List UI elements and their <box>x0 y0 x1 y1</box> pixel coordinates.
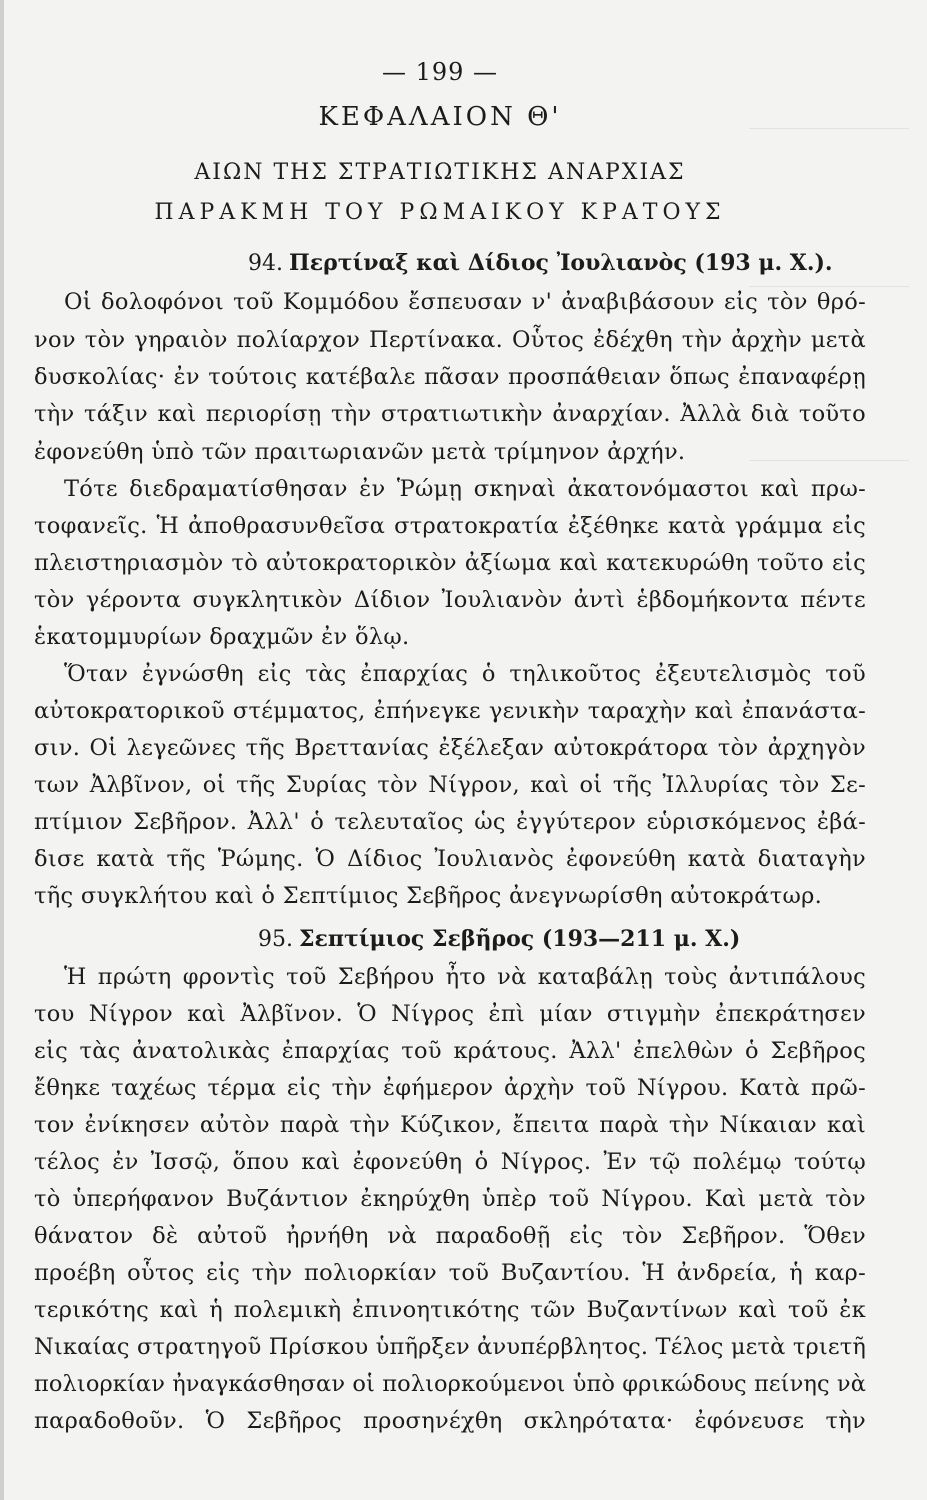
text-line: τέλος ἐν Ἰσσῷ, ὅπου καὶ ἐφονεύθη ὁ Νίγρος. Ἐν τῷ πολέμῳ τούτῳ <box>34 1149 866 1175</box>
text-line: τερικότης καὶ ἡ πολεμικὴ ἐπινοητικότης τῶν Βυζαντίνων καὶ τοῦ ἐκ <box>34 1297 866 1323</box>
text-line: θάνατον δὲ αὐτοῦ ἠρνήθη νὰ παραδοθῇ εἰς τὸν Σεβῆρον. Ὅθεν <box>34 1223 866 1249</box>
text-line: σιν. Οἱ λεγεῶνες τῆς Βρεττανίας ἐξέλεξαν αὐτοκράτορα τὸν ἀρχηγὸν <box>34 735 866 761</box>
chapter-subtitle-1: ΑΙΩΝ ΤΗΣ ΣΤΡΑΤΙΩΤΙΚΗΣ ΑΝΑΡΧΙΑΣ <box>194 160 686 185</box>
text-line: πλειστηριασμὸν τὸ αὐτοκρατορικὸν ἀξίωμα καὶ κατεκυρώθη τοῦτο εἰς <box>34 550 866 576</box>
section-title: Περτίναξ καὶ Δίδιος Ἰουλιανὸς (193 μ. Χ.). <box>289 250 833 276</box>
text-line: νον τὸν γηραιὸν πολίαρχον Περτίνακα. Οὗτος ἐδέχθη τὴν ἀρχὴν μετὰ <box>34 327 866 353</box>
text-line: των Ἀλβῖνον, οἱ τῆς Συρίας τὸν Νίγρον, καὶ οἱ τῆς Ἰλλυρίας τὸν Σε- <box>34 772 866 798</box>
text-line: ἐφονεύθη ὑπὸ τῶν πραιτωριανῶν μετὰ τρίμηνον ἀρχήν. <box>34 439 686 465</box>
text-line: αὐτοκρατορικοῦ στέμματος, ἐπήνεγκε γενικὴν ταραχὴν καὶ ἐπανάστα- <box>34 698 866 724</box>
page-number: — 199 — <box>381 58 499 86</box>
bleed-through-text <box>749 460 909 461</box>
text-line: τὸ ὑπερήφανον Βυζάντιον ἐκηρύχθη ὑπὲρ τοῦ Νίγρου. Καὶ μετὰ τὸν <box>34 1186 866 1212</box>
text-line: Τότε διεδραματίσθησαν ἐν Ῥώμῃ σκηναὶ ἀκατονόμαστοι καὶ πρω- <box>64 476 866 502</box>
text-line: δυσκολίας· ἐν τούτοις κατέβαλε πᾶσαν προσπάθειαν ὅπως ἐπαναφέρῃ <box>34 364 866 390</box>
text-line: προέβη οὗτος εἰς τὴν πολιορκίαν τοῦ Βυζαντίου. Ἡ ἀνδρεία, ἡ καρ- <box>34 1260 866 1286</box>
text-line: τον ἐνίκησεν αὐτὸν παρὰ τὴν Κύζικον, ἔπειτα παρὰ τὴν Νίκαιαν καὶ <box>34 1112 866 1138</box>
chapter-subtitle-2: ΠΑΡΑΚΜΗ ΤΟΥ ΡΩΜΑΙΚΟΥ ΚΡΑΤΟΥΣ <box>154 200 726 225</box>
text-line: Ἡ πρώτη φροντὶς τοῦ Σεβήρου ἦτο νὰ καταβάλῃ τοὺς ἀντιπάλους <box>64 964 866 990</box>
text-line: παραδοθοῦν. Ὁ Σεβῆρος προσηνέχθη σκληρότατα· ἐφόνευσε τὴν <box>34 1408 866 1434</box>
text-line: τὸν γέροντα συγκλητικὸν Δίδιον Ἰουλιανὸν ἀντὶ ἑβδομήκοντα πέντε <box>34 587 866 613</box>
text-line: πολιορκίαν ἠναγκάσθησαν οἱ πολιορκούμενοι ὑπὸ φρικώδους πείνης νὰ <box>34 1371 866 1397</box>
section-number: 94. <box>248 251 283 276</box>
text-line: ἔθηκε ταχέως τέρμα εἰς τὴν ἐφήμερον ἀρχὴν τοῦ Νίγρου. Κατὰ πρῶ- <box>34 1075 866 1101</box>
text-line: πτίμιον Σεβῆρον. Ἀλλ' ὁ τελευταῖος ὡς ἐγγύτερον εὑρισκόμενος ἐβά- <box>34 809 866 835</box>
section-title: Σεπτίμιος Σεβῆρος (193—211 μ. Χ.) <box>299 926 741 952</box>
text-line: τοφανεῖς. Ἡ ἀποθρασυνθεῖσα στρατοκρατία ἐξέθηκε κατὰ γράμμα εἰς <box>34 513 866 539</box>
section-heading-94 <box>248 250 833 276</box>
text-line: του Νίγρον καὶ Ἀλβῖνον. Ὁ Νίγρος ἐπὶ μίαν στιγμὴν ἐπεκράτησεν <box>34 1001 866 1027</box>
section-number: 95. <box>258 927 293 952</box>
text-line: δισε κατὰ τῆς Ῥώμης. Ὁ Δίδιος Ἰουλιανὸς ἐφονεύθη κατὰ διαταγὴν <box>34 846 866 872</box>
text-line: εἰς τὰς ἀνατολικὰς ἐπαρχίας τοῦ κράτους. Ἀλλ' ἐπελθὼν ὁ Σεβῆρος <box>34 1038 866 1064</box>
text-line: Νικαίας στρατηγοῦ Πρίσκου ὑπῆρξεν ἀνυπέρβλητος. Τέλος μετὰ τριετῆ <box>34 1334 866 1360</box>
text-line: ἑκατομμυρίων δραχμῶν ἐν ὅλῳ. <box>34 624 410 650</box>
text-line: τὴν τάξιν καὶ περιορίσῃ τὴν στρατιωτικὴν ἀναρχίαν. Ἀλλὰ διὰ τοῦτο <box>34 401 866 427</box>
text-line: τῆς συγκλήτου καὶ ὁ Σεπτίμιος Σεβῆρος ἀνεγνωρίσθη αὐτοκράτωρ. <box>34 883 823 909</box>
text-line: Ὅταν ἐγνώσθη εἰς τὰς ἐπαρχίας ὁ τηλικοῦτος ἐξευτελισμὸς τοῦ <box>64 661 866 687</box>
page-binding-edge <box>0 0 4 1500</box>
section-heading-95 <box>258 926 740 952</box>
text-line: Οἱ δολοφόνοι τοῦ Κομμόδου ἔσπευσαν ν' ἀναβιβάσουν εἰς τὸν θρό- <box>64 289 866 315</box>
chapter-title: ΚΕΦΑΛΑΙΟΝ Θ' <box>318 102 562 132</box>
